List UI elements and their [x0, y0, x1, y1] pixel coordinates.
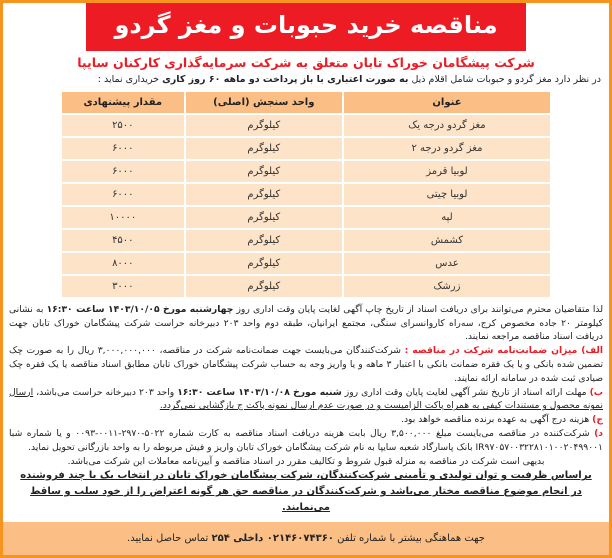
- item-unit: کیلوگرم: [186, 184, 342, 205]
- contact-footer: [3, 522, 609, 555]
- item-unit: کیلوگرم: [186, 276, 342, 297]
- item-unit: کیلوگرم: [186, 115, 342, 136]
- item-unit: کیلوگرم: [186, 138, 342, 159]
- item-title: لوبیا قرمز: [344, 161, 550, 182]
- item-quantity: ۳۰۰۰: [62, 276, 184, 297]
- table-row: [62, 184, 550, 205]
- deadline: شنبه مورخ ۱۴۰۳/۱۰/۰۸ ساعت ۱۶:۳۰: [177, 386, 342, 398]
- item-quantity: ۶۰۰۰: [62, 138, 184, 159]
- text: هزینه درج آگهی به عهده برنده مناقصه خواهد بود.: [401, 414, 593, 426]
- item-quantity: ۱۰۰۰۰: [62, 207, 184, 228]
- label: الف) میزان ضمانت‌نامه شرکت در مناقصه :: [404, 345, 603, 357]
- para-payment: [9, 427, 603, 455]
- para-bold-2: در انجام موضوع مناقصه مختار می‌باشد و شرکت‌کنندگان در مناقصه حق هر گونه اعتراض را از خود سلب و ساقط می‌نمایند.: [30, 486, 582, 514]
- text: واحد ۲۰۳ دبیرخانه حراست می‌باشد،: [33, 386, 178, 398]
- ad-body: [9, 303, 603, 517]
- label: ج): [592, 414, 603, 426]
- item-title: عدس: [344, 253, 550, 274]
- table-row: [62, 161, 550, 182]
- table-row: [62, 138, 550, 159]
- para-guarantee: [9, 344, 603, 385]
- para-documents: [9, 303, 603, 344]
- item-unit: کیلوگرم: [186, 161, 342, 182]
- item-title: کشمش: [344, 230, 550, 251]
- table-row: [62, 276, 550, 297]
- item-quantity: ۲۵۰۰: [62, 115, 184, 136]
- para-submission: [9, 386, 603, 414]
- header-unit: واحد سنجش (اصلی): [186, 92, 342, 113]
- table-body: [62, 115, 550, 297]
- item-title: زرشک: [344, 276, 550, 297]
- para-ad-cost: [9, 413, 603, 427]
- text: شرکت‌کنندگان می‌بایست جهت ضمانت‌نامه شرکت در مناقصه، ۳,۰۰۰,۰۰۰,۰۰۰ ریال را به صورت چک تضمین شده بانکی و یا یک فقره ضمانت بانکی با اعتبار ۳ ماهه و یا واریز وجه به حساب شرکت پیشگامان خوراک تابان مطابق اسناد مناقصه یا یک فقره چک صیادی ثبت شده در سامانه ارائه نمایند.: [9, 345, 603, 384]
- item-unit: کیلوگرم: [186, 253, 342, 274]
- items-table: [60, 90, 552, 299]
- table-header-row: [62, 92, 550, 113]
- text: لذا متقاضیان محترم می‌توانند برای دریافت اسناد از تاریخ چاپ آگهی لغایت پایان وقت اداری روز: [233, 303, 603, 315]
- label: د): [594, 427, 603, 439]
- text: مهلت ارائه اسناد از تاریخ نشر آگهی لغایت پایان وقت اداری روز: [341, 386, 590, 398]
- table-row: [62, 230, 550, 251]
- intro-part: در نظر دارد مغز گردو و حبوبات شامل اقلام ذیل: [408, 74, 601, 86]
- phone-number: ۰۲۱۴۶۰۷۴۳۶۰ داخلی ۲۵۴: [211, 533, 334, 545]
- table-row: [62, 115, 550, 136]
- item-quantity: ۶۰۰۰: [62, 161, 184, 182]
- item-quantity: ۴۵۰۰: [62, 230, 184, 251]
- para-note: بدیهی است شرکت در مناقصه به منزله قبول شروط و تکالیف مقرر در اسناد مناقصه و آیین‌نامه معاملات این شرکت می‌باشد.: [67, 455, 545, 467]
- text: جهت هماهنگی بیشتر با شماره تلفن: [333, 533, 485, 545]
- intro-text: [11, 73, 601, 86]
- text: به نشانی کیلومتر ۲۰ جاده مخصوص کرج، سه‌راه کاروانسرای سنگی، مجتمع ایرانیان، طبقه دوم واحد ۲۰۳ دبیرخانه حراست شرکت پیشگامان خوراک تابان جهت دریافت اسناد مناقصه مراجعه نمایند.: [9, 303, 603, 343]
- item-quantity: ۶۰۰۰: [62, 184, 184, 205]
- text: تماس حاصل نمایید.: [127, 533, 212, 545]
- company-name: شرکت پیشگامان خوراک تابان متعلق به شرکت سرمایه‌گذاری کارکنان سایپا: [77, 54, 535, 70]
- item-quantity: ۸۰۰۰: [62, 253, 184, 274]
- intro-part: خریداری نماید :: [97, 74, 163, 86]
- item-title: لوبیا چیتی: [344, 184, 550, 205]
- header-title: عنوان: [344, 92, 550, 113]
- ad-title: مناقصه خرید حبوبات و مغز گردو: [86, 3, 526, 51]
- deadline: چهارشنبه مورخ ۱۴۰۳/۱۰/۰۵ ساعت ۱۶:۳۰: [46, 303, 234, 315]
- item-title: مغز گردو درجه ۲: [344, 138, 550, 159]
- table-row: [62, 207, 550, 228]
- item-unit: کیلوگرم: [186, 207, 342, 228]
- item-title: مغز گردو درجه یک: [344, 115, 550, 136]
- text: شرکت‌کننده در مناقصه می‌بایست مبلغ ۳,۵۰۰,۰۰۰ ریال بابت هزینه دریافت اسناد مناقصه به کارت شماره ۵۰۲۲-۲۹۷۰-۰۰۱۱-۰۰۹۳ و یا شماره شبا IR۹۷۰۵۷۰۰۳۲۲۸۱۰۱۰۰۲۰۴۹۹۰۰۱ بانک پاسارگاد شعبه سایپا به نام شرکت پیشگامان خوراک تابان واریز و فیش مربوطه را به واحد بازرگانی تحویل نماید.: [9, 427, 603, 453]
- header-quantity: مقدار پیشنهادی: [62, 92, 184, 113]
- intro-bold: به صورت اعتباری با باز پرداخت دو ماهه ۶۰ روز کاری: [162, 74, 409, 86]
- item-title: لپه: [344, 207, 550, 228]
- text: ارسال نمونه محصول و مستندات کیفی به همراه پاکت الزامیست و در صورت عدم ارسال نمونه پاکت ج بازگشایی نمی‌گردد.: [9, 386, 603, 412]
- para-bold-1: براساس ظرفیت و توان تولیدی و تأمینی شرکت‌کنندگان، شرکت پیشگامان خوراک تابان در انتخاب یک یا چند فروشنده: [20, 470, 592, 482]
- table-row: [62, 253, 550, 274]
- label: ب): [589, 386, 603, 398]
- item-unit: کیلوگرم: [186, 230, 342, 251]
